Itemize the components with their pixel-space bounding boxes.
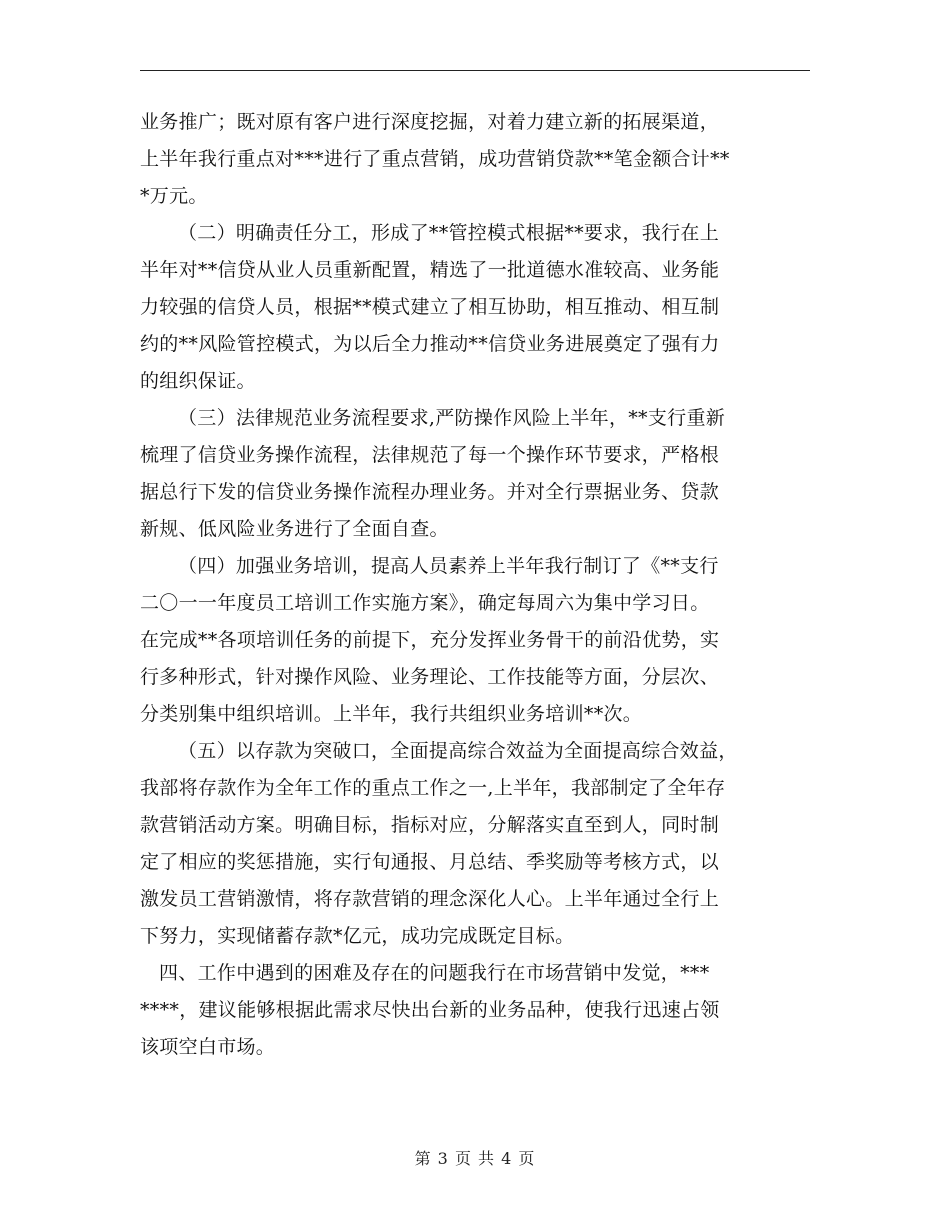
text-line: （四）加强业务培训，提高人员素养上半年我行制订了《**支行 — [178, 555, 719, 577]
text-line: *万元。 — [140, 185, 208, 207]
text-line: 力较强的信贷人员，根据**模式建立了相互协助，相互推动、相互制 — [140, 296, 720, 318]
text-line: 在完成**各项培训任务的前提下，充分发挥业务骨干的前沿优势，实 — [140, 629, 720, 651]
text-line: （五）以存款为突破口，全面提高综合效益为全面提高综合效益， — [178, 740, 738, 762]
text-line: 下努力，实现储蓄存款*亿元，成功完成既定目标。 — [140, 925, 575, 947]
text-line: 的组织保证。 — [140, 370, 256, 392]
document-body — [140, 104, 812, 1066]
text-line: （三）法律规范业务流程要求,严防操作风险上半年，**支行重新 — [178, 407, 726, 429]
header-rule — [140, 70, 810, 71]
text-line: ****，建议能够根据此需求尽快出台新的业务品种，使我行迅速占领 — [140, 999, 720, 1021]
text-line: 上半年我行重点对***进行了重点营销，成功营销贷款**笔金额合计** — [140, 148, 730, 170]
text-line: 据总行下发的信贷业务操作流程办理业务。并对全行票据业务、贷款 — [140, 481, 720, 503]
text-line: 分类别集中组织培训。上半年，我行共组织业务培训**次。 — [140, 703, 643, 725]
text-line: 该项空白市场。 — [140, 1036, 276, 1058]
text-line: 梳理了信贷业务操作流程，法律规范了每一个操作环节要求，严格根 — [140, 444, 720, 466]
text-line: 二〇一一年度员工培训工作实施方案》，确定每周六为集中学习日。 — [140, 592, 710, 614]
text-line: 四、工作中遇到的困难及存在的问题我行在市场营销中发觉，*** — [159, 962, 710, 984]
text-line: 约的**风险管控模式，为以后全力推动**信贷业务进展奠定了强有力 — [140, 333, 720, 355]
text-line: 我部将存款作为全年工作的重点工作之一,上半年，我部制定了全年存 — [140, 777, 726, 799]
text-line: 半年对**信贷从业人员重新配置，精选了一批道德水准较高、业务能 — [140, 259, 720, 281]
text-line: （二）明确责任分工，形成了**管控模式根据**要求，我行在上 — [178, 222, 720, 244]
text-line: 定了相应的奖惩措施，实行旬通报、月总结、季奖励等考核方式，以 — [140, 851, 720, 873]
text-line: 激发员工营销激情，将存款营销的理念深化人心。上半年通过全行上 — [140, 888, 720, 910]
text-line: 行多种形式，针对操作风险、业务理论、工作技能等方面，分层次、 — [140, 666, 720, 688]
text-line: 新规、低风险业务进行了全面自查。 — [140, 518, 449, 540]
page-number: 第 3 页 共 4 页 — [414, 1149, 536, 1168]
text-line: 业务推广；既对原有客户进行深度挖掘，对着力建立新的拓展渠道， — [140, 111, 720, 133]
text-line: 款营销活动方案。明确目标，指标对应，分解落实直至到人，同时制 — [140, 814, 720, 836]
